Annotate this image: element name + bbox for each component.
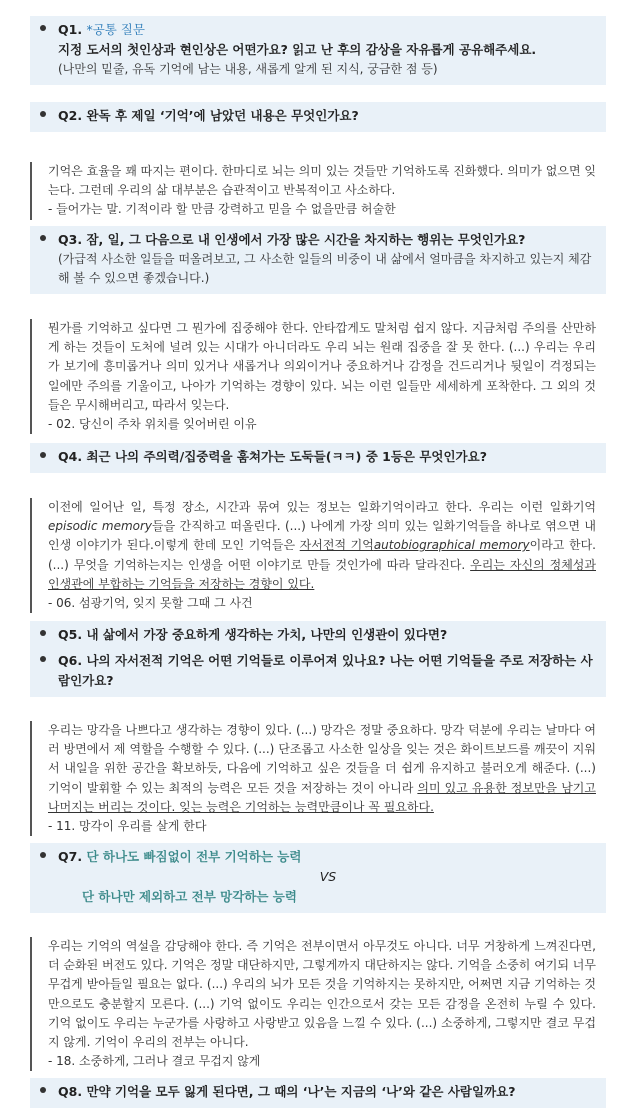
question-q5-title	[58, 625, 598, 645]
quote-term-italic: episodic memory	[48, 519, 153, 534]
question-number: Q5.	[58, 627, 83, 642]
question-q1-title: 지정 도서의 첫인상과 현인상은 어떤가요? 읽고 난 후의 감상을 자유롭게 공유해주세요.	[58, 42, 537, 57]
question-number: Q3.	[58, 232, 83, 247]
question-number: Q2.	[58, 108, 83, 123]
question-q7	[30, 843, 606, 913]
quote-block-3	[30, 498, 596, 613]
quote-text-part: 이라고 한다. (...) 무엇을 기억하는지는 인생을 어떤 이야기로 만들 것인가에 따라 달라진다.	[48, 538, 597, 572]
quote-underline: 우리는 자신의 정체성과 인생관에 부합하는 기억들을 저장하는 경향이 있다.	[48, 557, 596, 591]
bullet-icon	[40, 1087, 46, 1093]
question-q3-title	[58, 230, 598, 250]
quote-text: 기억은 효율을 꽤 따지는 편이다. 한마디로 뇌는 의미 있는 것들만 기억하도록 진화했다. 의미가 없으면 잊는다. 그런데 우리의 삶 대부분은 습관적이고 반복적이고 사소하다.	[48, 164, 596, 198]
bullet-icon	[40, 852, 46, 858]
question-text: 완독 후 제일 ‘기억’에 남았던 내용은 무엇인가요?	[86, 108, 359, 123]
question-number: Q1.	[58, 22, 83, 37]
quote-text: 우리는 기억의 역설을 감당해야 한다. 즉 기억은 전부이면서 아무것도 아니다. 너무 거창하게 느껴진다면, 더 순화된 버전도 있다. 기억은 정말 대단하지만, 그렇게까지 대단하지는 않다. 기억을 소중히 여기되 너무 무겁게 받아들일 필요는 없다. (...) 우리의 뇌가 모든 것을 기억하지는 못하지만, 어쩌면 지금 기억하는 것만으로도 충분할지 모른다. (...) 기억 없이도 우리는 인간으로서 갖는 모든 감정을 온전히 누릴 수 있다. 기억 없이도 우리는 누군가를 사랑하고 사랑받고 있음을 느낄 수 있다. (...) 소중하게, 그렇지만 결코 무겁지 않게. 기억이 우리의 전부는 아니다.	[48, 939, 596, 1050]
question-q3	[30, 226, 606, 294]
question-q6	[30, 647, 606, 697]
common-question-tag: *공통 질문	[86, 22, 145, 37]
question-q1-note: (나만의 밑줄, 유독 기억에 남는 내용, 새롭게 알게 된 지식, 궁금한 점 등)	[58, 62, 438, 76]
question-q1-heading	[58, 20, 598, 40]
question-q6-title	[58, 651, 598, 691]
question-q8-title	[58, 1082, 598, 1102]
question-number: Q4.	[58, 449, 83, 464]
question-q4	[30, 443, 606, 473]
bullet-icon	[40, 452, 46, 458]
bullet-icon	[40, 235, 46, 241]
versus-label: VS	[319, 869, 337, 884]
quote-text: 뭔가를 기억하고 싶다면 그 뭔가에 집중해야 한다. 안타깝게도 말처럼 쉽지 않다. 지금처럼 주의를 산만하게 하는 것들이 도처에 널려 있는 시대가 아니더라도 우리 뇌는 원래 집중을 잘 못 한다. (...) 우리는 우리가 보기에 흥미롭거나 의미 있거나 새롭거나 의외이거나 중요하거나 감정을 건드리거나 뒷일이 걱정되는 일에만 주의를 기울이고, 나아가 기억하는 경향이 있다. 뇌는 이런 일들만 세세하게 포착한다. 그 외의 것들은 무시해버리고, 따라서 잊는다.	[48, 321, 596, 412]
bullet-icon	[40, 111, 46, 117]
question-q8	[30, 1078, 606, 1108]
option-a: 단 하나도 빠짐없이 전부 기억하는 능력	[86, 849, 302, 864]
question-text: 잠, 일, 그 다음으로 내 인생에서 가장 많은 시간을 차지하는 행위는 무엇인가요?	[86, 232, 526, 247]
question-q2-title	[58, 106, 598, 126]
question-number: Q7.	[58, 849, 83, 864]
quote-block-5	[30, 937, 596, 1071]
question-text: 내 삶에서 가장 중요하게 생각하는 가치, 나만의 인생관이 있다면?	[86, 627, 448, 642]
quote-block-4	[30, 721, 596, 836]
question-text: 최근 나의 주의력/집중력을 훔쳐가는 도둑들(ㅋㅋ) 중 1등은 무엇인가요?	[86, 449, 487, 464]
quote-block-1	[30, 162, 596, 220]
question-q7-line1	[58, 847, 598, 867]
quote-term-italic: autobiographical memory	[373, 538, 530, 553]
quote-source: - 들어가는 말. 기적이라 할 만큼 강력하고 믿을 수 없을만큼 허술한	[48, 202, 396, 217]
quote-block-2	[30, 319, 596, 434]
question-number: Q6.	[58, 653, 83, 668]
quote-source: - 02. 당신이 주차 위치를 잊어버린 이유	[48, 417, 257, 432]
option-b: 단 하나만 제외하고 전부 망각하는 능력	[82, 889, 297, 904]
question-text: 만약 기억을 모두 잃게 된다면, 그 때의 ‘나’는 지금의 ‘나’와 같은 사람일까요?	[86, 1084, 516, 1099]
quote-text-part: 이전에 일어난 일, 특정 장소, 시간과 묶여 있는 정보는 일화기억이라고 한다. 우리는 이런 일화기억	[48, 500, 596, 514]
quote-text	[48, 498, 596, 594]
quote-text-part: 들을 간직하고 떠올린다. (...) 나에게 가장 의미 있는 일화기억들을 하나로 엮으면 내 인생 이야기가 된다.이렇게 한데 모인 기억들은	[48, 519, 596, 553]
quote-source: - 11. 망각이 우리를 살게 한다	[48, 819, 207, 834]
question-q3-note: (가급적 사소한 일들을 떠올려보고, 그 사소한 일들의 비중이 내 삶에서 얼마큼을 차지하고 있는지 체감해 볼 수 있으면 좋겠습니다.)	[58, 252, 592, 285]
quote-text	[48, 721, 596, 817]
question-text: 나의 자서전적 기억은 어떤 기억들로 이루어져 있나요? 나는 어떤 기억들을 주로 저장하는 사람인가요?	[58, 653, 593, 688]
quote-underline: 자서전적 기억	[299, 538, 374, 553]
question-q4-title	[58, 447, 598, 467]
question-q1	[30, 16, 606, 85]
bullet-icon	[40, 630, 46, 636]
bullet-icon	[40, 25, 46, 31]
question-q2	[30, 102, 606, 132]
bullet-icon	[40, 656, 46, 662]
question-number: Q8.	[58, 1084, 83, 1099]
quote-underline: 의미 있고 유용한 정보만을 남기고 나머지는 버리는 것이다. 잊는 능력은 기억하는 능력만큼이나 꼭 필요하다.	[48, 780, 596, 814]
quote-source: - 06. 섬광기억, 잊지 못할 그때 그 사건	[48, 596, 253, 611]
quote-text-part: 우리는 망각을 나쁘다고 생각하는 경향이 있다. (...) 망각은 정말 중요하다. 망각 덕분에 우리는 날마다 여러 방면에서 제 역할을 수행할 수 있다. (...) 단조롭고 사소한 일상을 잊는 것은 화이트보드를 깨끗이 지워서 내일을 위한 공간을 확보하듯, 다음에 기억하고 싶은 것들을 더 쉽게 유지하고 불러오게 해준다. (...) 기억이 발휘할 수 있는 최적의 능력은 모든 것을 저장하는 것이 아니라	[48, 723, 596, 795]
quote-source: - 18. 소중하게, 그러나 결코 무겁지 않게	[48, 1054, 261, 1069]
